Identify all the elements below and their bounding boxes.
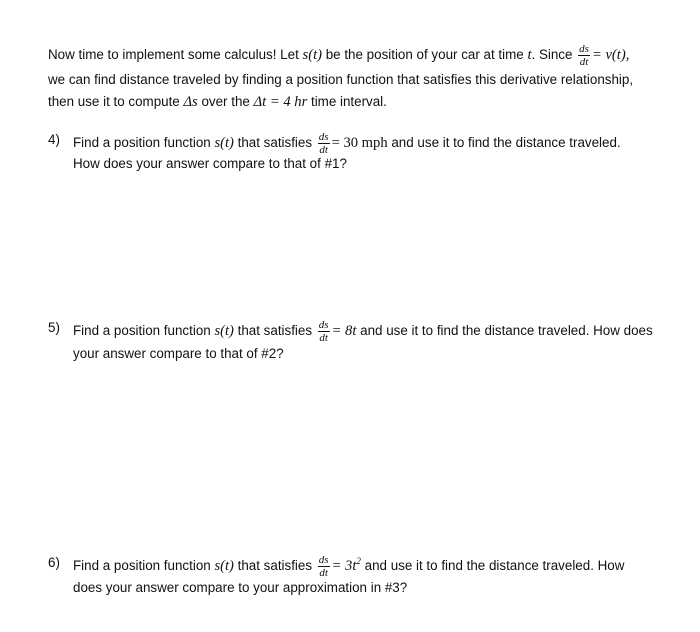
question-number: 6) <box>48 555 60 570</box>
math-delta-t: Δt = 4 hr <box>253 94 308 110</box>
question-6-line-1: Find a position function s(t) that satisfies $\frac{ds}{dt}$ = $3t^2$ and use it to find the distance traveled. How <box>73 554 625 579</box>
question-number: 4) <box>48 132 60 147</box>
math-velocity: = v(t), <box>591 47 630 64</box>
question-6-line-2: does your answer compare to your approximation in #3? <box>73 580 408 595</box>
intro-line-3: then use it to compute Δs over the Δt = 4 hr time interval. <box>48 94 387 110</box>
math-rhs: = 8t <box>331 323 357 340</box>
question-number: 5) <box>48 320 60 335</box>
question-5-line-1: Find a position function s(t) that satisfies $\frac{ds}{dt}$ = 8t and use it to find the distance traveled. How does <box>73 319 653 344</box>
derivative-fraction: $\frac{ds}{dt}$ <box>318 554 329 579</box>
math-rhs: = 30 mph <box>331 135 388 152</box>
math-s-of-t: s(t) <box>214 558 234 575</box>
intro-line-2: we can find distance traveled by finding a position function that satisfies this derivative relationship, <box>48 72 634 87</box>
math-t: t <box>527 47 532 64</box>
math-s-of-t: s(t) <box>214 323 234 340</box>
math-rhs: = $3t^2$ <box>331 556 361 575</box>
derivative-fraction: $\frac{ds}{dt}$ <box>318 131 329 156</box>
exponent: 2 <box>356 556 361 567</box>
derivative-fraction: $\frac{ds}{dt}$ <box>318 319 329 344</box>
derivative-fraction: $\frac{ds}{dt}$ <box>579 43 589 68</box>
question-4-line-1: Find a position function s(t) that satisfies $\frac{ds}{dt}$ = 30 mph and use it to find the distance traveled. <box>73 131 621 156</box>
math-s-of-t: s(t) <box>214 135 234 152</box>
math-delta-s: Δs <box>183 94 198 110</box>
question-5-line-2: your answer compare to that of #2? <box>73 346 284 361</box>
math-s-of-t: s(t) <box>302 47 322 64</box>
intro-line-1: Now time to implement some calculus! Let s(t) be the position of your car at time t. Since $\frac{ds}{dt}$ = v(t), <box>48 43 630 68</box>
question-4-line-2: How does your answer compare to that of #1? <box>73 156 347 171</box>
